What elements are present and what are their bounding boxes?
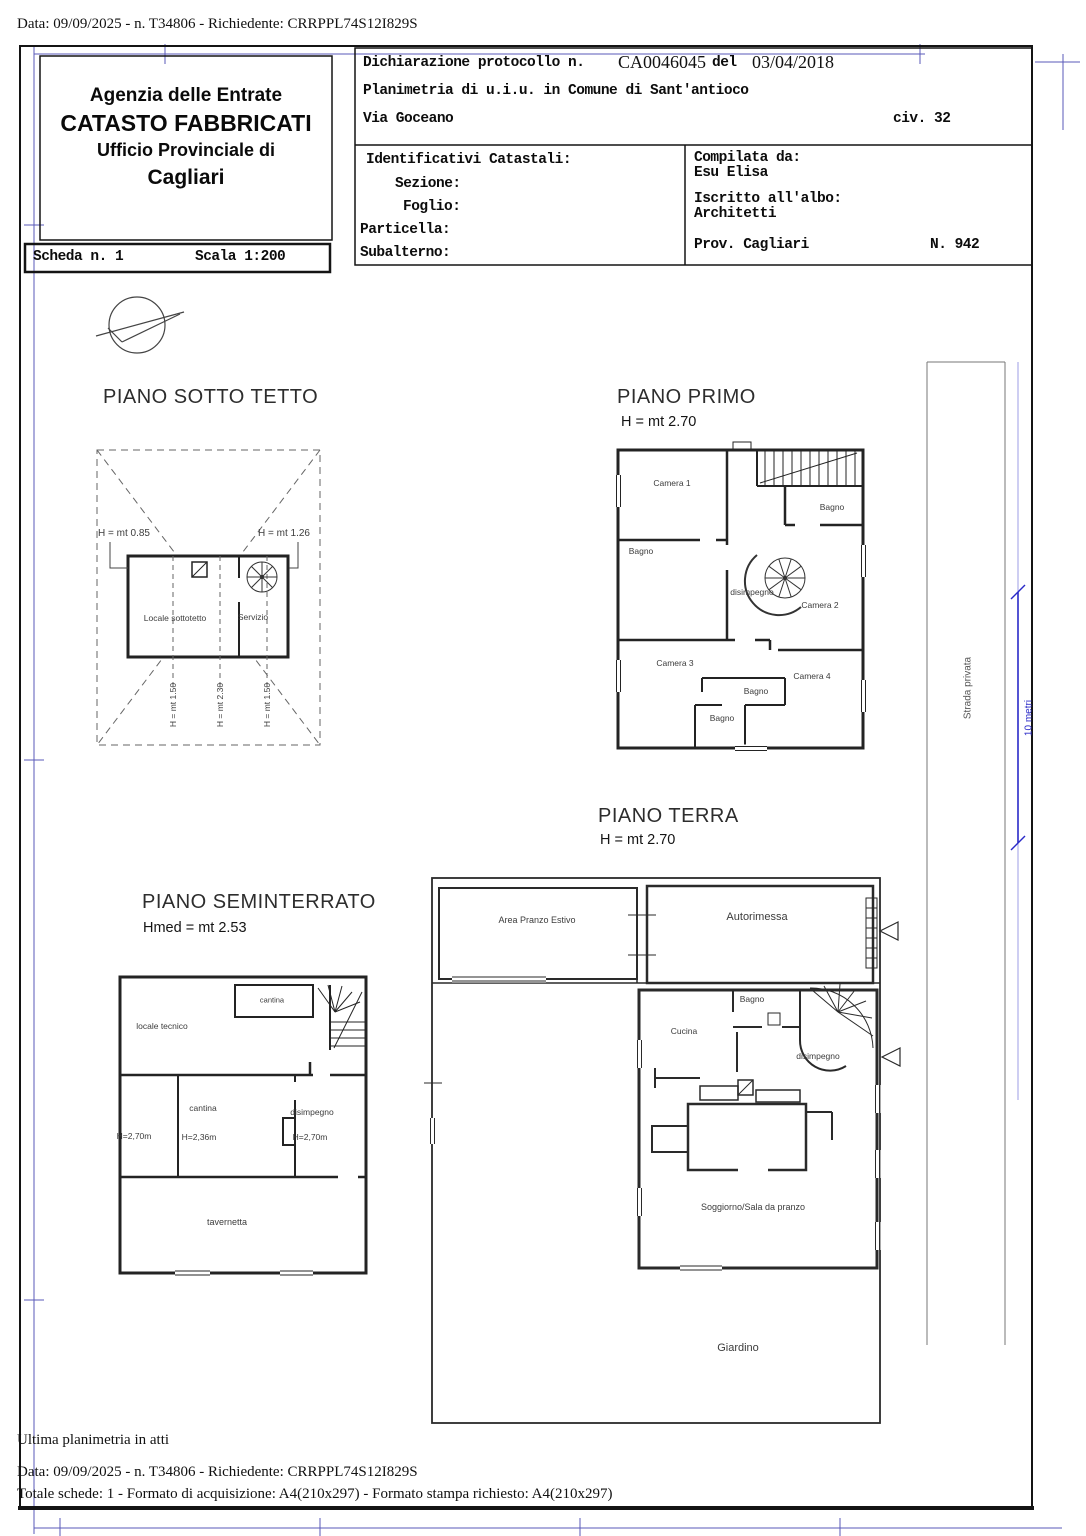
room-bagno-dx: Bagno (819, 502, 845, 512)
room-autorimessa: Autorimessa (726, 911, 788, 923)
registration-marks (24, 44, 1080, 1536)
compilata-label: Compilata da: (694, 150, 801, 166)
gate-marker-icon (880, 922, 898, 940)
compilata-nome: Esu Elisa (694, 165, 768, 181)
dim-10-metri: 10 metri (1023, 699, 1035, 737)
protocollo-number: CA0046045 (618, 52, 707, 72)
room-locale-sottotetto: Locale sottotetto (143, 613, 207, 623)
room-servizio: Servizio (237, 612, 269, 622)
albo-value: Architetti (694, 206, 777, 222)
scheda-number: Scheda n. 1 (33, 249, 124, 265)
title-seminterrato: PIANO SEMINTERRATO (142, 891, 376, 913)
top-data-line: Data: 09/09/2025 - n. T34806 - Richiedente: CRRPPL74S12I829S (17, 16, 418, 32)
room-bagno-b: Bagno (709, 713, 735, 723)
spiral-stair-icon (745, 555, 805, 615)
albo-label: Iscritto all'albo: (694, 191, 842, 207)
sottotetto-h-right: H = mt 1.26 (258, 528, 310, 539)
room-disimpegno-primo: disimpegno (730, 587, 774, 597)
foglio-label: Foglio: (403, 199, 461, 215)
dichiarazione-label: Dichiarazione protocollo n. (363, 55, 585, 71)
sezione-label: Sezione: (395, 176, 461, 192)
subalterno-label: Subalterno: (360, 245, 451, 261)
room-disimpegno-terra: disimpegno (796, 1051, 840, 1061)
dim-h270-right: H=2,70m (292, 1132, 328, 1142)
room-cucina: Cucina (670, 1026, 698, 1036)
civic-number: civ. 32 (893, 111, 951, 127)
room-camera1: Camera 1 (653, 478, 691, 488)
room-bagno-terra: Bagno (739, 994, 765, 1004)
height-terra: H = mt 2.70 (600, 832, 676, 848)
room-cantina-top: cantina (259, 995, 285, 1005)
sottotetto-h-left: H = mt 0.85 (98, 528, 150, 539)
room-camera4: Camera 4 (793, 671, 831, 681)
room-cantina: cantina (189, 1103, 217, 1113)
plan-sottotetto (97, 450, 320, 745)
title-primo: PIANO PRIMO (617, 386, 756, 408)
footer-totale-line: Totale schede: 1 - Formato di acquisizione: A4(210x297) - Formato stampa richiesto: A4(210x297) (17, 1486, 613, 1502)
room-disimpegno-semi: disimpegno (290, 1107, 334, 1117)
room-locale-tecnico: locale tecnico (136, 1021, 188, 1031)
plan-terra (424, 878, 900, 1423)
agency-office: Ufficio Provinciale di (96, 140, 276, 160)
gate-marker-icon (882, 1048, 900, 1066)
particella-label: Particella: (360, 222, 451, 238)
protocollo-date: 03/04/2018 (752, 52, 835, 72)
room-camera2: Camera 2 (801, 600, 839, 610)
room-tavernetta: tavernetta (206, 1217, 248, 1227)
room-camera3: Camera 3 (656, 658, 694, 668)
dim-h236: H=2,36m (181, 1132, 217, 1142)
spiral-stair-icon (247, 562, 277, 592)
dim-h150-left: H = mt 1.50 (168, 682, 178, 728)
room-area-pranzo: Area Pranzo Estivo (498, 915, 576, 925)
height-seminterrato: Hmed = mt 2.53 (143, 920, 247, 936)
del-label: del (712, 55, 737, 71)
agency-name: Agenzia delle Entrate (89, 85, 283, 106)
strada-privata-label: Strada privata (962, 656, 974, 720)
footer-data-line: Data: 09/09/2025 - n. T34806 - Richiedente: CRRPPL74S12I829S (17, 1464, 418, 1480)
strada-strip (927, 362, 1005, 1345)
room-bagno-sx: Bagno (628, 546, 654, 556)
room-giardino: Giardino (717, 1342, 759, 1354)
planimetria-line: Planimetria di u.i.u. in Comune di Sant'antioco (363, 83, 749, 99)
north-arrow-icon (96, 297, 184, 353)
provincia: Prov. Cagliari (694, 237, 809, 253)
dim-h150-right: H = mt 1.50 (262, 682, 272, 728)
title-terra: PIANO TERRA (598, 805, 739, 827)
room-bagno-c: Bagno (743, 686, 769, 696)
room-soggiorno: Soggiorno/Sala da pranzo (700, 1202, 806, 1212)
street-name: Via Goceano (363, 111, 454, 127)
agency-city: Cagliari (147, 166, 225, 189)
title-sottotetto: PIANO SOTTO TETTO (103, 386, 319, 408)
dim-h270-left: H=2,70m (116, 1131, 152, 1141)
scala: Scala 1:200 (195, 249, 286, 265)
stair-fan-icon (318, 985, 366, 1050)
identificativi-title: Identificativi Catastali: (366, 152, 572, 168)
agency-catasto: CATASTO FABBRICATI (60, 110, 312, 136)
dim-h230: H = mt 2.30 (215, 682, 225, 728)
footer-ultima: Ultima planimetria in atti (17, 1432, 170, 1448)
height-primo: H = mt 2.70 (621, 414, 697, 430)
albo-number: N. 942 (930, 237, 980, 253)
